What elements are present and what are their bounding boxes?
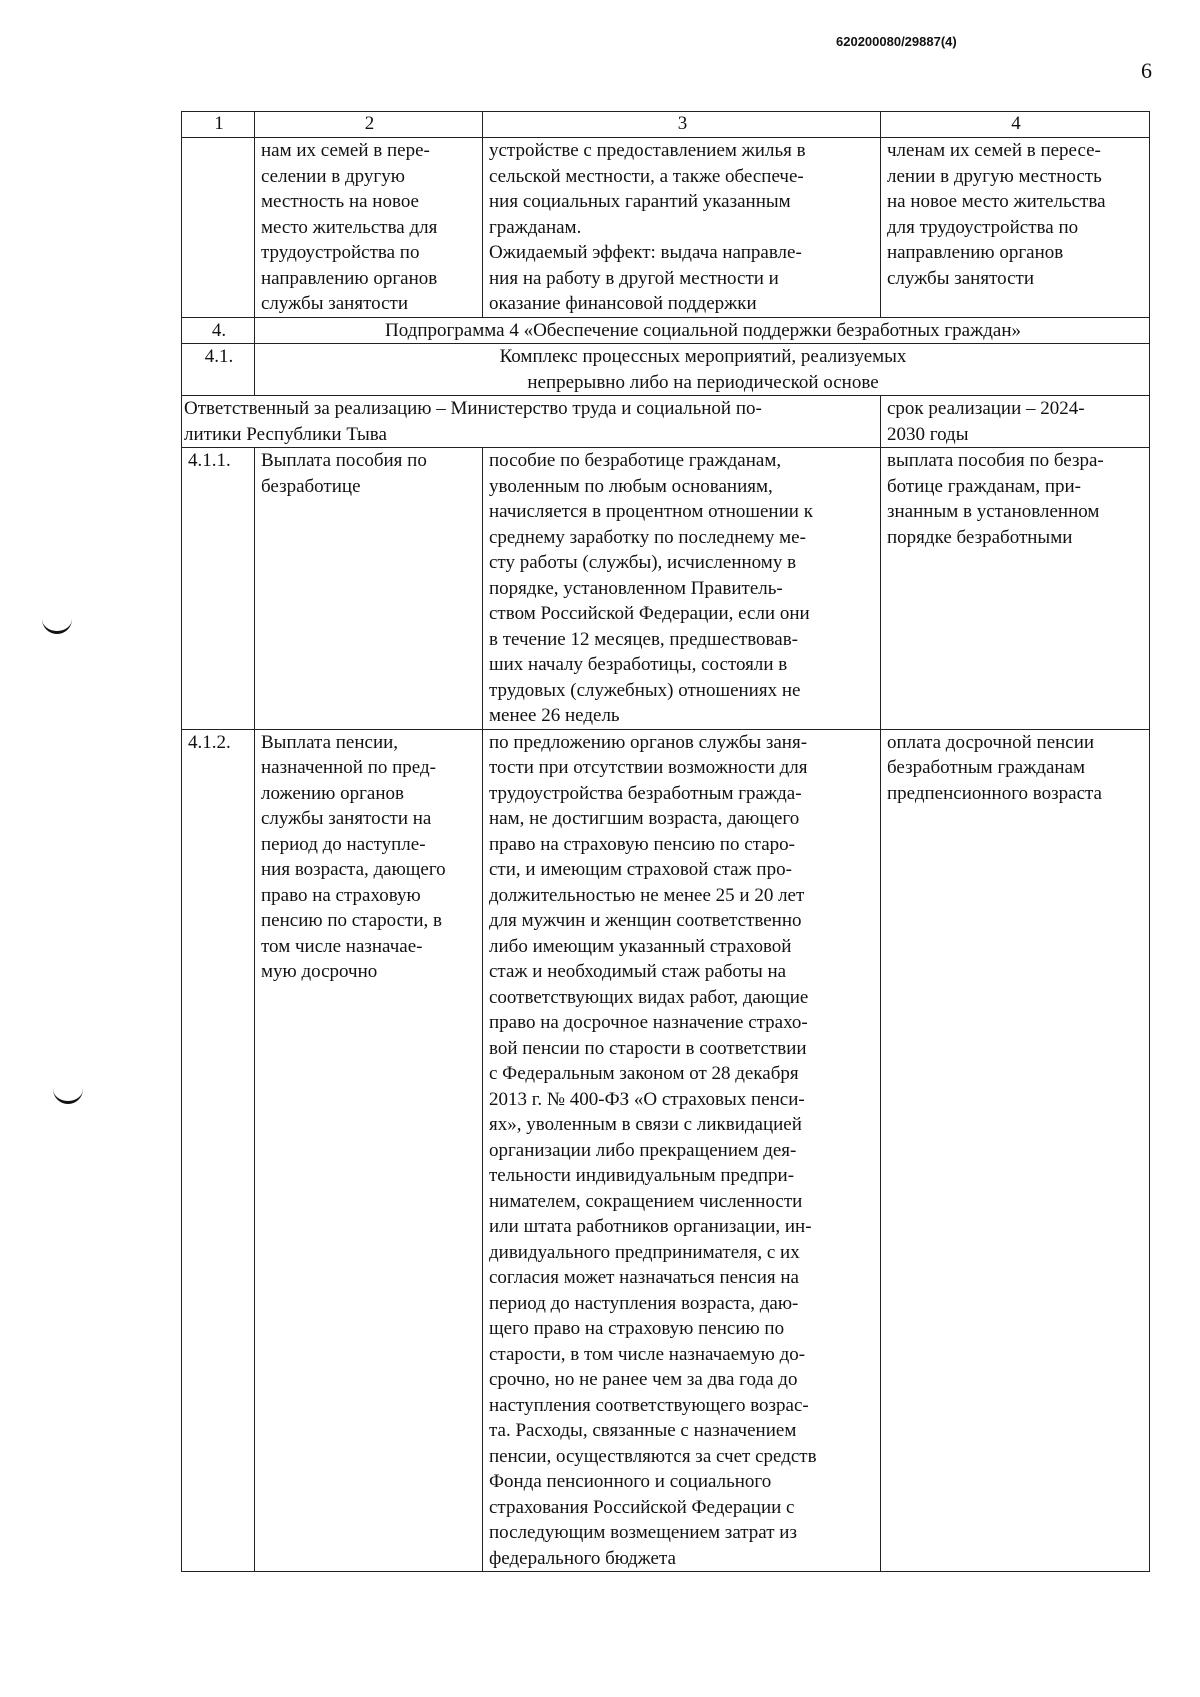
row-num: 4.1.1. [182,448,255,730]
row-result: оплата досрочной пенсии безработным гражданам предпенсионного возраста [881,729,1150,1572]
row-result: выплата пособия по безра- ботице гражданам, при- знанным в установленном порядке безработными [881,448,1150,730]
subprogram-row [182,317,1150,344]
column-header-2: 2 [255,112,483,138]
column-header-row [182,112,1150,138]
page-number: 6 [1141,58,1152,83]
responsible-term: срок реализации – 2024- 2030 годы [881,396,1150,448]
row-description: по предложению органов службы заня- тости при отсутствии возможности для трудоустройства безработным гражда- нам, не достигшим возраста, дающего право на страховую пенсию по старо- сти, и имеющим страховой стаж про- должительностью не менее 25 и 20 лет для мужчин и женщин соответственно либо имеющим указанный страховой стаж и необходимый стаж работы на соответствующих видах работ, дающие право на досрочное назначение страхо- вой пенсии по старости в соответствии с Федеральным законом от 28 декабря 2013 г. № 400-ФЗ «О страховых пенси- ях», уволенным в связи с ликвидацией организации либо прекращением дея- тельности индивидуальным предпри- нимателем, сокращением численности или штата работников организации, ин- дивидуального предпринимателя, с их согласия может назначаться пенсия на период до наступления возраста, даю- щего право на страховую пенсию по старости, в том числе назначаемую до- срочно, но не ранее чем за два года до наступления соответствующего возрас- та. Расходы, связанные с назначением пенсии, осуществляются за счет средств Фонда пенсионного и социального страхования Российской Федерации с последующим возмещением затрат из федерального бюджета [483,729,881,1572]
continued-row-name: нам их семей в пере- селении в другую местность на новое место жительства для трудоустройства по направлению органов службы занятости [255,138,483,318]
row-description: пособие по безработице гражданам, уволенным по любым основаниям, начисляется в процентном отношении к среднему заработку по последнему ме- сту работы (службы), исчисленному в порядке, установленном Правитель- ством Российской Федерации, если они в течение 12 месяцев, предшествовав- ших началу безработицы, состояли в трудовых (служебных) отношениях не менее 26 недель [483,448,881,730]
responsible-text: Ответственный за реализацию – Министерство труда и социальной по- литики Республики Тыва [182,396,881,448]
column-header-1: 1 [182,112,255,138]
row-name: Выплата пенсии, назначенной по пред- ложению органов службы занятости на период до наступле- ния возраста, дающего право на страховую пенсию по старости, в том числе назначае- мую досрочно [255,729,483,1572]
document-id: 620200080/29887(4) [836,34,957,49]
complex-row [182,344,1150,396]
scan-mark-bottom [53,1087,83,1104]
column-header-3: 3 [483,112,881,138]
row-name: Выплата пособия по безработице [255,448,483,730]
subprogram-title: Подпрограмма 4 «Обеспечение социальной поддержки безработных граждан» [255,317,1150,344]
subprogram-num: 4. [182,317,255,344]
program-table [181,111,1150,1572]
continued-row-description: устройстве с предоставлением жилья в сельской местности, а также обеспече- ния социальных гарантий указанным гражданам. Ожидаемый эффект: выдача направле- ния на работу в другой местности и оказание финансовой поддержки [483,138,881,318]
continued-row [182,138,1150,318]
continued-row-num [182,138,255,318]
scan-mark-top [42,617,72,634]
complex-title: Комплекс процессных мероприятий, реализуемых непрерывно либо на периодической основе [255,344,1150,396]
table-row [182,448,1150,730]
table-row [182,729,1150,1572]
complex-num: 4.1. [182,344,255,396]
row-num: 4.1.2. [182,729,255,1572]
responsible-row [182,396,1150,448]
continued-row-result: членам их семей в пересе- лении в другую местность на новое место жительства для трудоустройства по направлению органов службы занятости [881,138,1150,318]
column-header-4: 4 [881,112,1150,138]
